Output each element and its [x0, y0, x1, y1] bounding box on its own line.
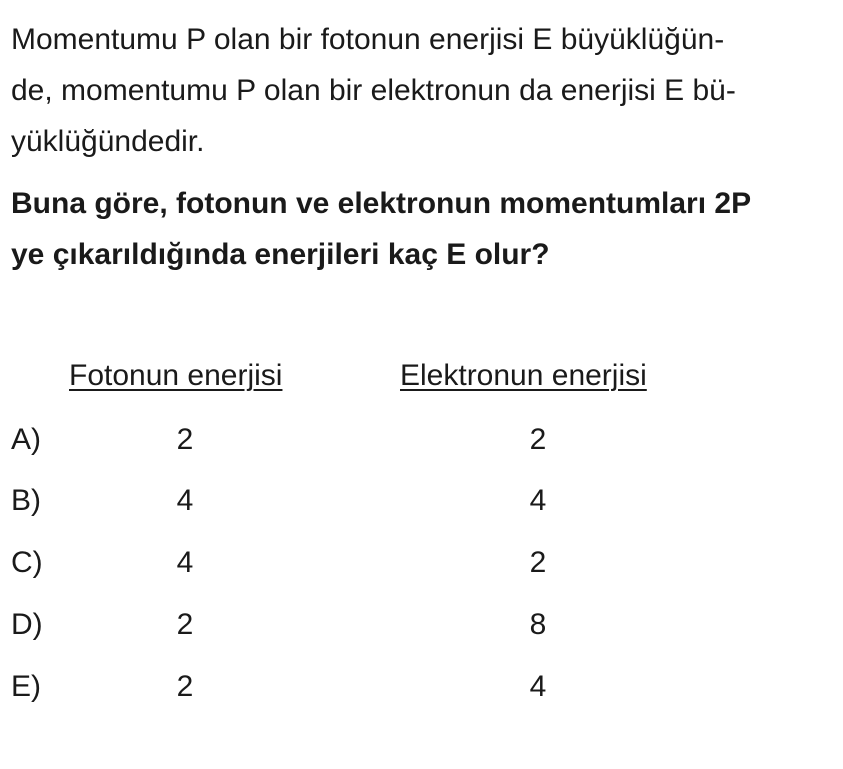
stem-line: Momentumu P olan bir fotonun enerjisi E büyüklüğün- — [11, 23, 725, 56]
option-photon-value: 2 — [176, 670, 194, 703]
option-a[interactable] — [0, 418, 843, 462]
option-b[interactable] — [0, 479, 843, 523]
option-photon-value: 4 — [176, 546, 194, 579]
option-letter: E) — [11, 670, 41, 703]
electron-energy-header: Elektronun enerjisi — [400, 359, 647, 392]
option-electron-value: 4 — [529, 670, 547, 703]
option-c[interactable] — [0, 541, 843, 585]
stem-line: de, momentumu P olan bir elektronun da enerjisi E bü- — [11, 74, 736, 107]
option-e[interactable] — [0, 665, 843, 709]
option-d[interactable] — [0, 603, 843, 647]
option-electron-value: 2 — [529, 423, 547, 456]
option-letter: C) — [11, 546, 43, 579]
option-electron-value: 4 — [529, 484, 547, 517]
option-letter: B) — [11, 484, 41, 517]
option-photon-value: 4 — [176, 484, 194, 517]
question-prompt — [11, 178, 841, 280]
stem-line: yüklüğündedir. — [11, 125, 205, 158]
question-line: Buna göre, fotonun ve elektronun momentumları 2P — [11, 187, 752, 220]
option-electron-value: 2 — [529, 546, 547, 579]
photon-energy-header: Fotonun enerjisi — [69, 359, 283, 392]
option-electron-value: 8 — [529, 608, 547, 641]
option-letter: A) — [11, 423, 41, 456]
option-photon-value: 2 — [176, 608, 194, 641]
option-photon-value: 2 — [176, 423, 194, 456]
option-letter: D) — [11, 608, 43, 641]
question-line: ye çıkarıldığında enerjileri kaç E olur? — [11, 238, 550, 271]
question-stem — [11, 14, 841, 167]
